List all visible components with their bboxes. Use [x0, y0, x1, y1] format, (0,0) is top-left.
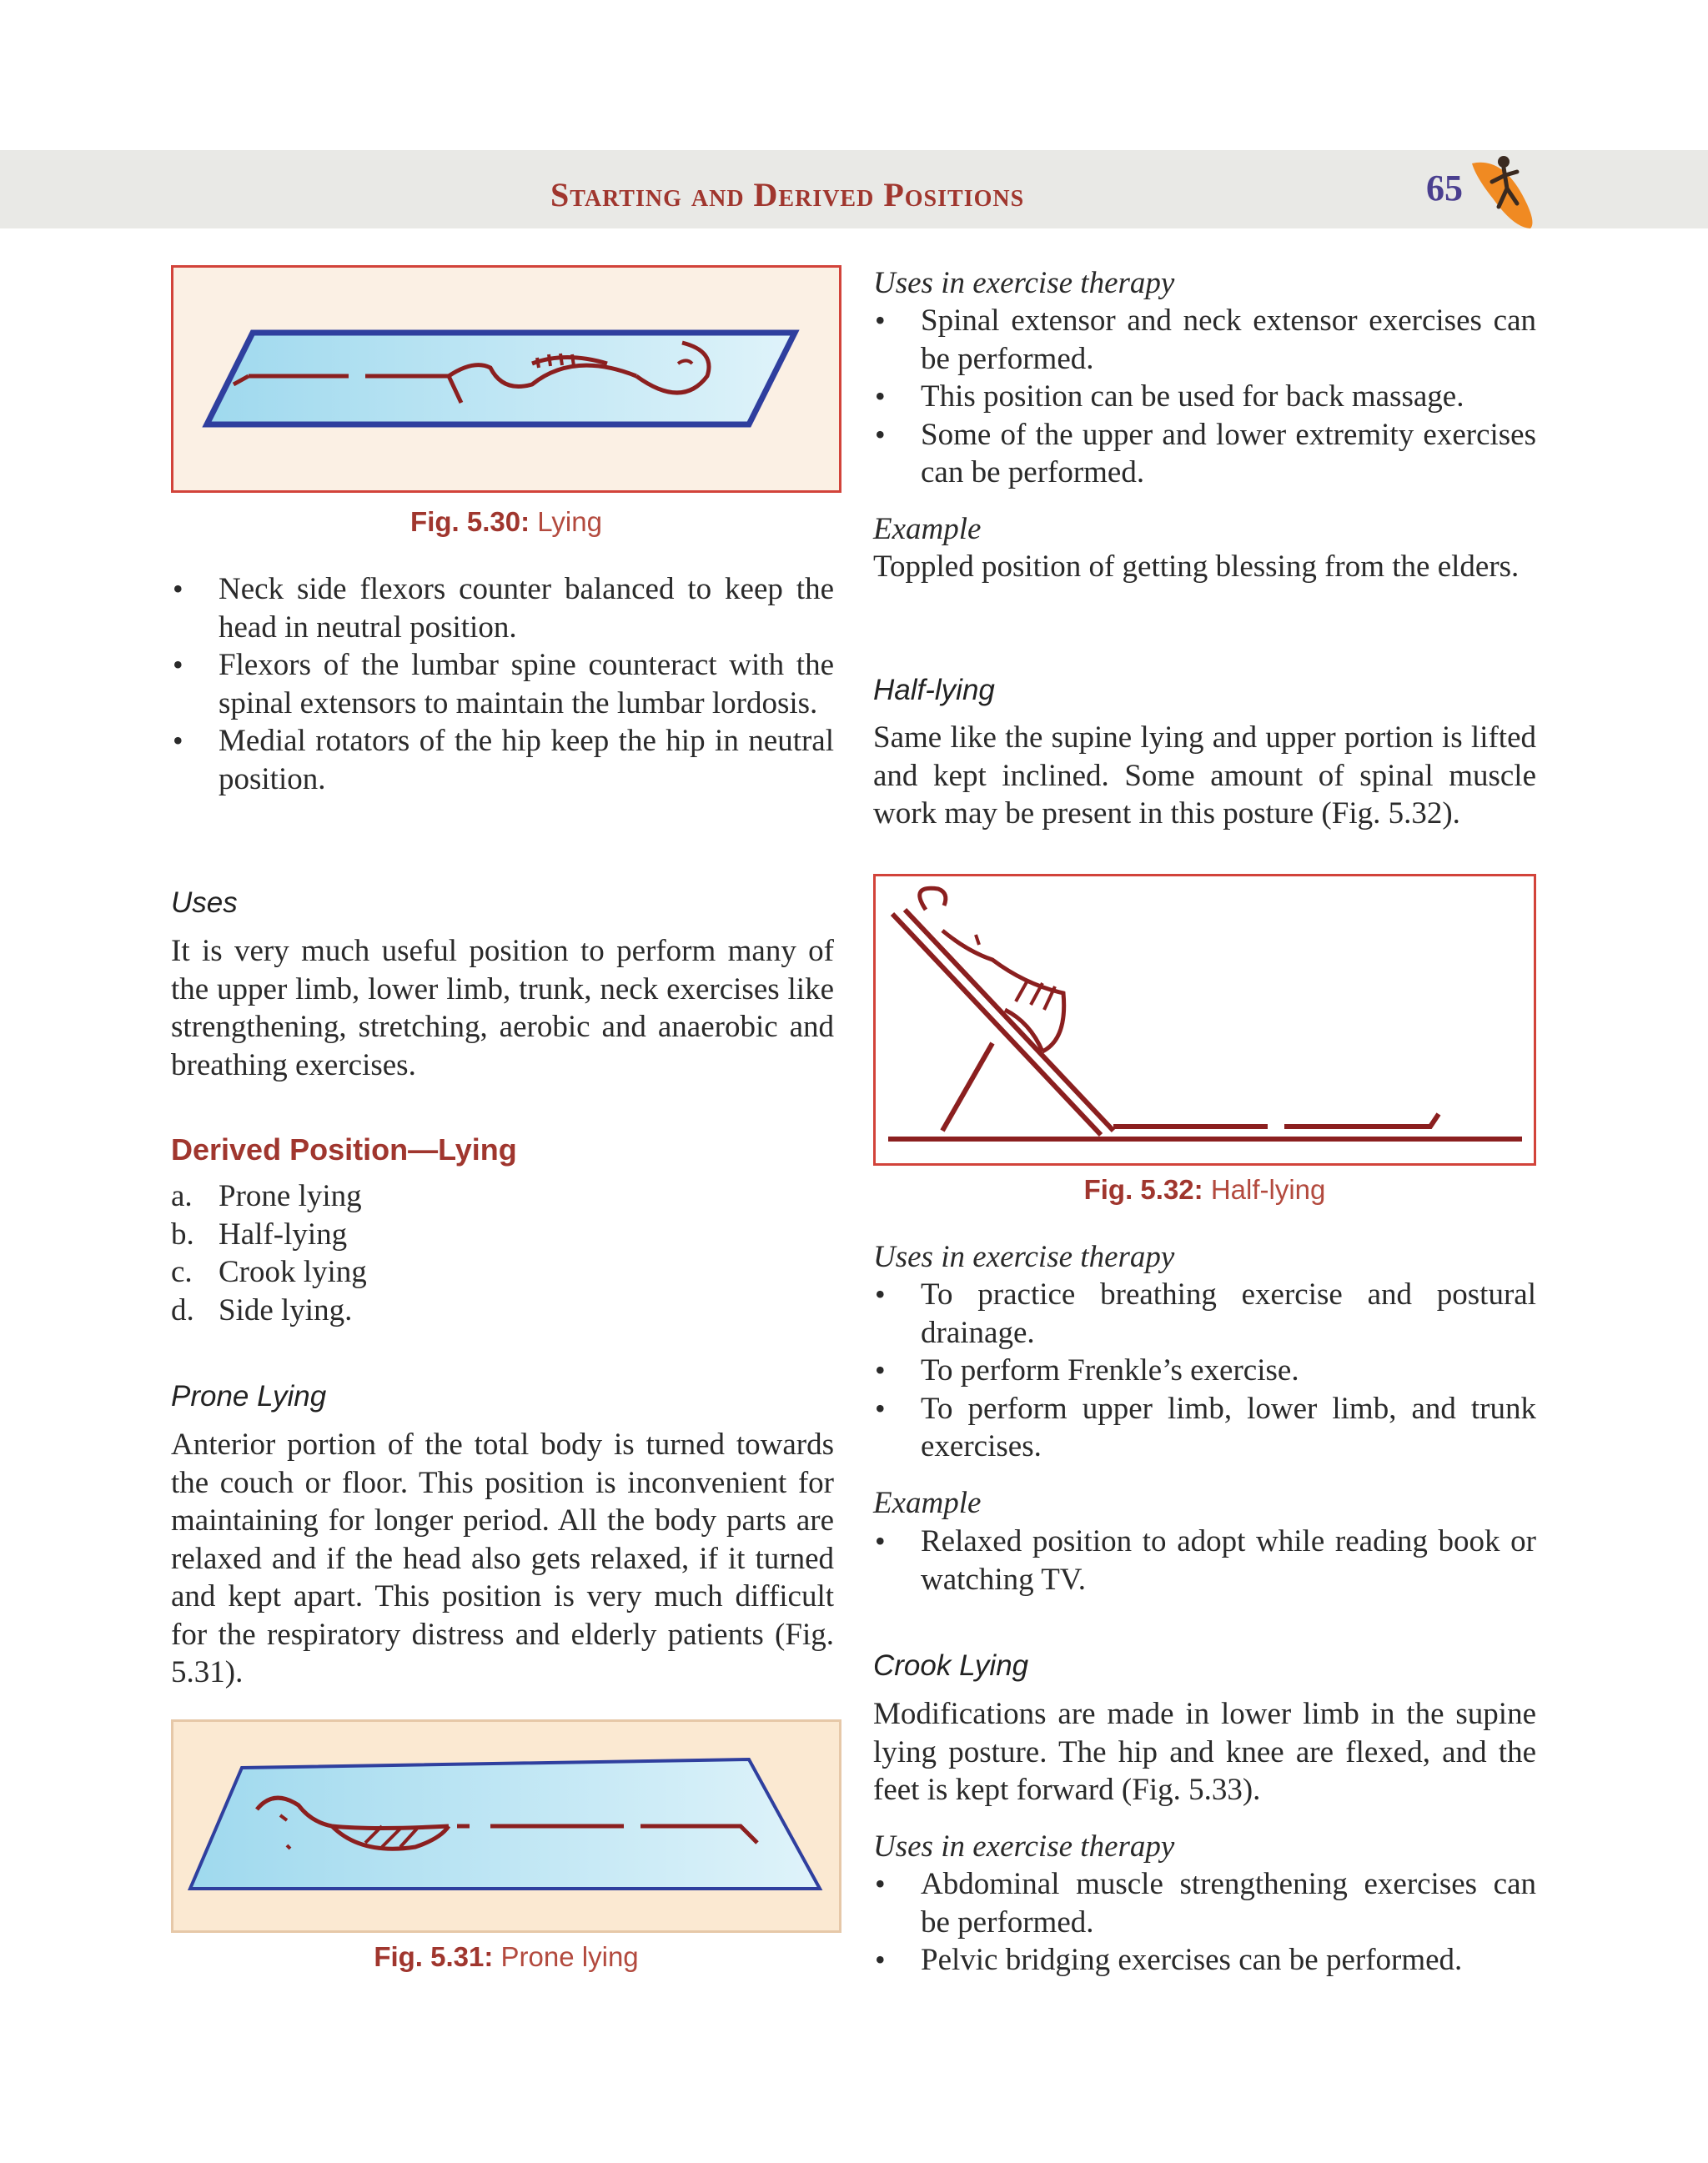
figure-5-31: [171, 1719, 841, 1933]
prone-lying-heading: Prone Lying: [171, 1380, 327, 1413]
caption-label: Fig. 5.30:: [410, 506, 530, 537]
half-lying-illustration: [876, 876, 1534, 1163]
figure-5-30: [171, 265, 841, 493]
figure-5-32-caption: [873, 1174, 1536, 1206]
list-item: • Neck side flexors counter balanced to keep the head in neutral position.: [171, 570, 834, 646]
half-lying-heading: Half-lying: [873, 674, 995, 706]
list-item: b. Half-lying: [171, 1217, 348, 1252]
list-item: • Pelvic bridging exercises can be performed.: [873, 1941, 1536, 1980]
crook-lying-paragraph: Modifications are made in lower limb in the supine lying posture. The hip and knee are flexed, and the feet is kept forward (Fig. 5.33).: [873, 1697, 1536, 1807]
figure-5-32: [873, 874, 1536, 1166]
list-item: • Abdominal muscle strengthening exercises can be performed.: [873, 1865, 1536, 1941]
uses-therapy-list: [873, 1276, 1536, 1466]
runner-logo-icon: [1464, 148, 1543, 232]
caption-title: Lying: [537, 506, 602, 537]
derived-list: [171, 1177, 834, 1329]
caption-label: Fig. 5.31:: [374, 1941, 494, 1972]
list-item: • Some of the upper and lower extremity exercises can be performed.: [873, 416, 1536, 492]
uses-therapy-heading: Uses in exercise therapy: [873, 1240, 1175, 1274]
list-item: • Spinal extensor and neck extensor exercises can be performed.: [873, 302, 1536, 378]
figure-5-31-caption: [171, 1941, 841, 1973]
chapter-title: Starting and Derived Positions: [550, 176, 1025, 213]
page-number: 65: [1426, 168, 1463, 208]
derived-position-heading: Derived Position—Lying: [171, 1132, 517, 1167]
list-item: • To practice breathing exercise and postural drainage.: [873, 1276, 1536, 1352]
list-item: • To perform Frenkle’s exercise.: [873, 1352, 1536, 1390]
list-item: • Medial rotators of the hip keep the hip in neutral position.: [171, 722, 834, 798]
list-item: a. Prone lying: [171, 1179, 362, 1213]
caption-title: Half-lying: [1210, 1174, 1326, 1205]
uses-therapy-heading: Uses in exercise therapy: [873, 1829, 1175, 1864]
list-item: • Flexors of the lumbar spine counteract with the spinal extensors to maintain the lumbar lordosis.: [171, 646, 834, 722]
prone-lying-illustration: [173, 1722, 839, 1930]
example-heading: Example: [873, 1486, 982, 1520]
uses-therapy-list: [873, 302, 1536, 492]
uses-therapy-list: [873, 1865, 1536, 1980]
list-item: • This position can be used for back massage.: [873, 378, 1536, 416]
half-lying-paragraph: Same like the supine lying and upper portion is lifted and kept inclined. Some amount of spinal muscle work may be present in this posture (Fig. 5.32).: [873, 720, 1536, 831]
uses-paragraph: It is very much useful position to perform many of the upper limb, lower limb, trunk, neck exercises like strengthening, stretching, aerobic and anaerobic and breathing exercises.: [171, 934, 834, 1082]
uses-therapy-heading: Uses in exercise therapy: [873, 266, 1175, 300]
list-item: d. Side lying.: [171, 1292, 353, 1327]
list-item: c. Crook lying: [171, 1255, 367, 1289]
prone-lying-paragraph: Anterior portion of the total body is turned towards the couch or floor. This position is inconvenient for maintaining for longer period. All the body parts are relaxed and if the head also gets relaxed, if it turned and kept apart. This position is very much difficult for the respiratory distress and elderly patients (Fig. 5.31).: [171, 1428, 834, 1689]
list-item: • Relaxed position to adopt while reading book or watching TV.: [873, 1523, 1536, 1598]
left-bullets: [171, 570, 834, 798]
example-heading: Example: [873, 512, 982, 546]
lying-illustration: [173, 268, 839, 490]
list-item: • To perform upper limb, lower limb, and trunk exercises.: [873, 1390, 1536, 1466]
example-paragraph: Toppled position of getting blessing from the elders.: [873, 550, 1520, 584]
caption-title: Prone lying: [500, 1941, 639, 1972]
uses-heading: Uses: [171, 886, 238, 919]
crook-lying-heading: Crook Lying: [873, 1649, 1029, 1682]
figure-5-30-caption: [171, 506, 841, 538]
caption-label: Fig. 5.32:: [1083, 1174, 1203, 1205]
example-list: [873, 1523, 1536, 1598]
